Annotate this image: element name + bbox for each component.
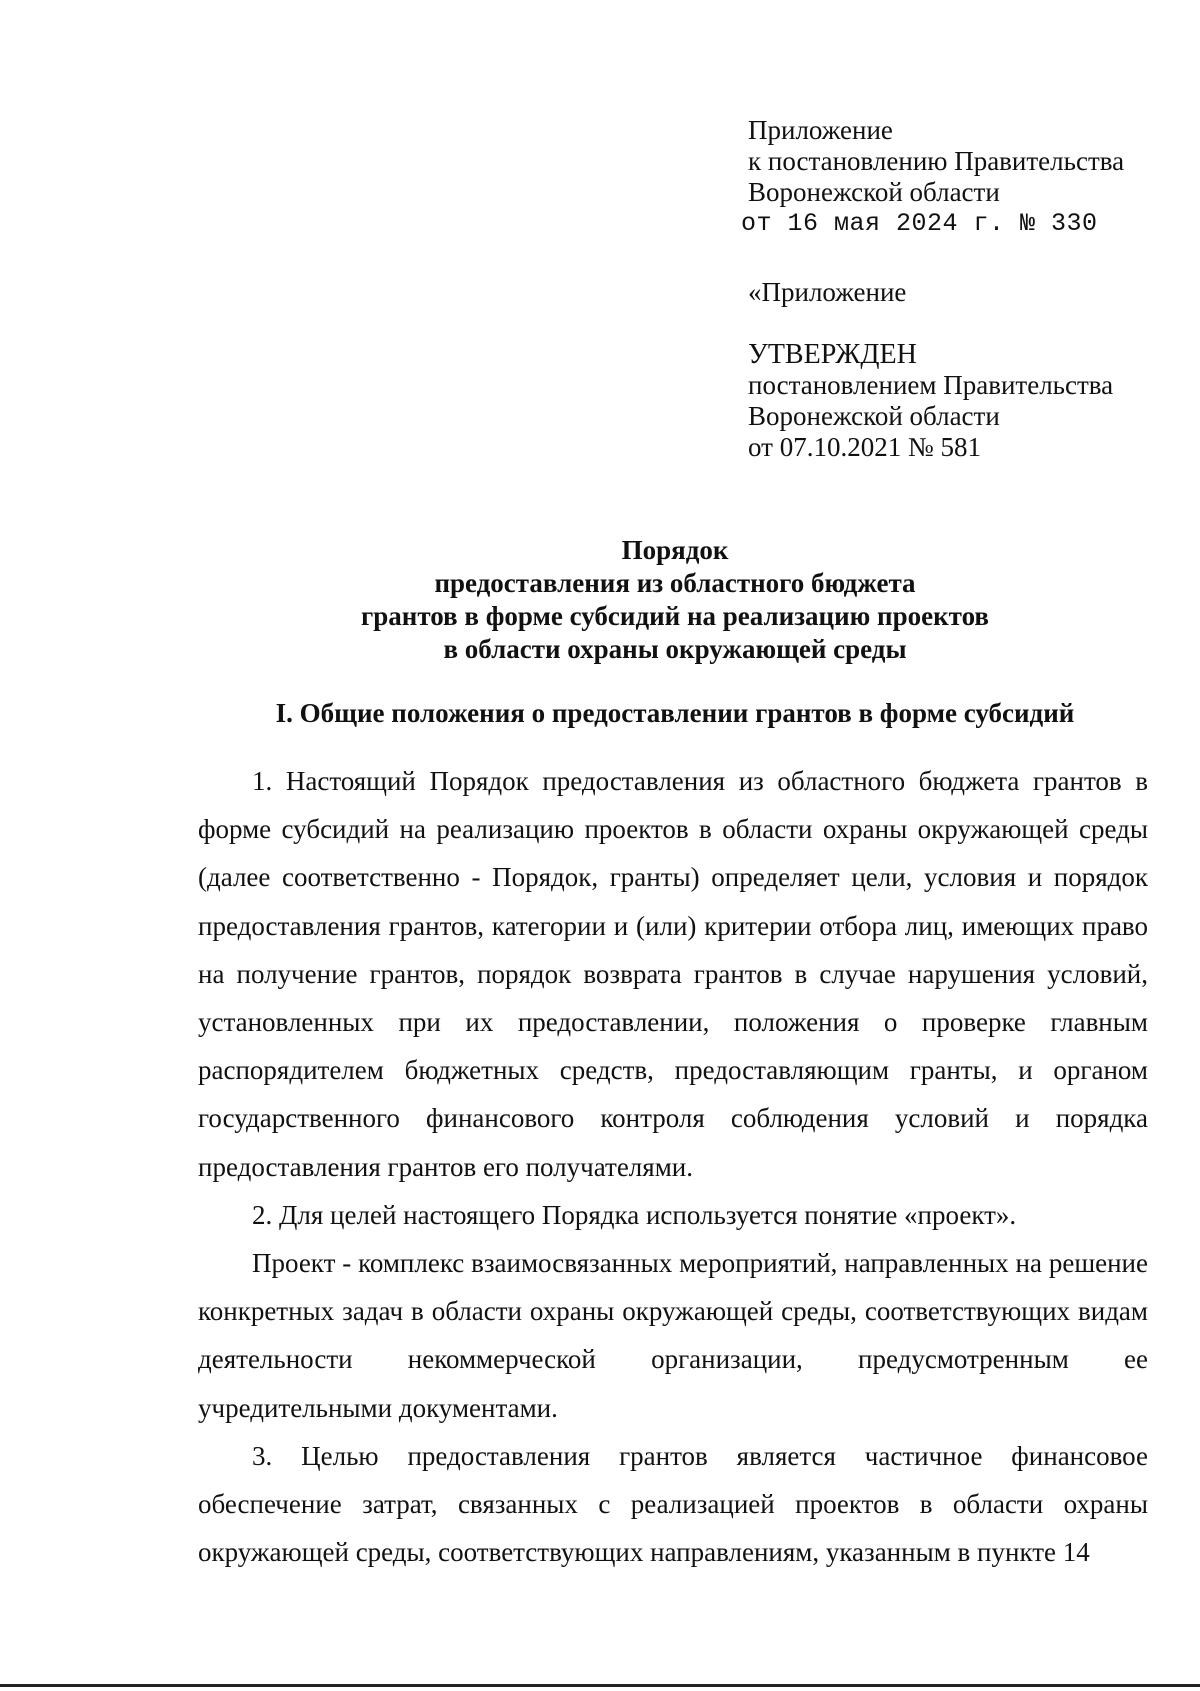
approval-line: постановлением Правительства (748, 370, 1114, 400)
quoted-appendix-label: «Приложение (748, 277, 907, 307)
approval-line: Воронежской области (748, 401, 1000, 431)
paragraph: 1. Настоящий Порядок предоставления из областного бюджета грантов в форме субсидий на реализацию проектов в области охраны окружающей среды (далее соответственно - Порядок, гранты) определяет цели, условия и порядок предоставления грантов, категории и (или) критерии отбора лиц, имеющих право на получение грантов, порядок возврата грантов в случае нарушения условий, установленных при их предоставлении, положения о проверке главным распорядителем бюджетных средств, предоставляющим гранты, и органом государственного финансового контроля соблюдения условий и порядка предоставления грантов его получателями. (198, 766, 1148, 1182)
document-title (195, 534, 1155, 666)
appendix-header-line: Приложение (748, 115, 893, 145)
title-line: грантов в форме субсидий на реализацию проектов (360, 601, 989, 631)
paragraph: Проект - комплекс взаимосвязанных мероприятий, направленных на решение конкретных задач в области охраны окружающей среды, соответствующих видам деятельности некоммерческой организации, предусмотренным ее учредительными документами. (198, 1248, 1148, 1423)
approval-block (748, 339, 1188, 463)
section-heading: I. Общие положения о предоставлении грантов в форме субсидий (275, 698, 1075, 728)
title-line: Порядок (621, 535, 729, 565)
approval-date: от 07.10.2021 № 581 (748, 432, 981, 462)
appendix-header (741, 115, 1188, 239)
appendix-header-line: Воронежской области (748, 177, 1000, 207)
title-line: в области охраны окружающей среды (443, 634, 907, 664)
approval-heading: УТВЕРЖДЕН (748, 339, 917, 370)
appendix-header-date: от 16 мая 2024 г. № 330 (741, 209, 1098, 238)
body-text (198, 757, 1148, 1576)
title-line: предоставления из областного бюджета (434, 568, 916, 598)
page-bottom-rule (0, 1684, 1200, 1687)
appendix-header-line: к постановлению Правительства (748, 146, 1125, 176)
paragraph: 2. Для целей настоящего Порядка используется понятие «проект». (252, 1199, 1017, 1230)
paragraph: 3. Целью предоставления грантов является частичное финансовое обеспечение затрат, связанных с реализацией проектов в области охраны окружающей среды, соответствующих направлениям, указанным в пункте 14 (198, 1440, 1148, 1568)
